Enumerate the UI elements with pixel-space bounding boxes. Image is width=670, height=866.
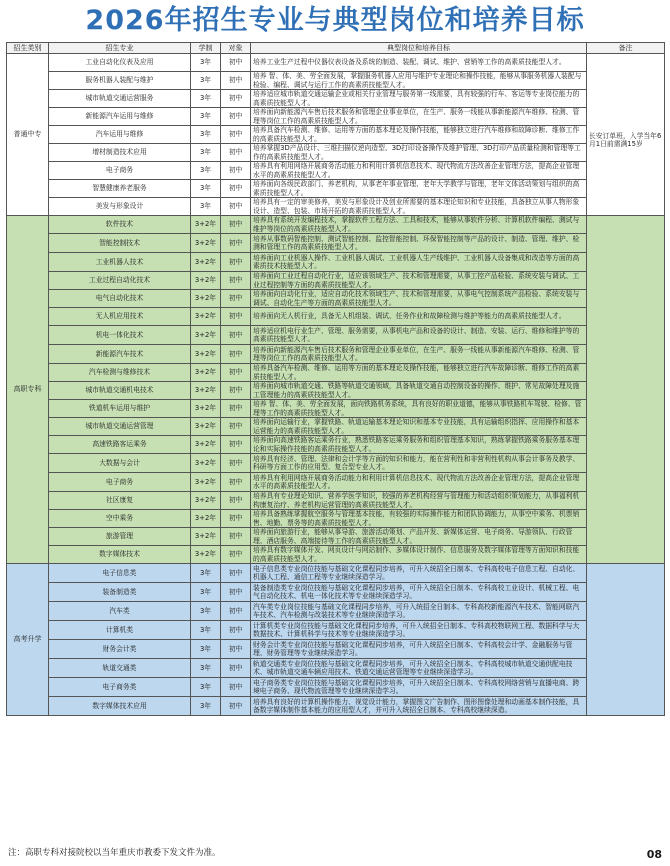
category-cell: 高考升学	[7, 564, 49, 716]
target-cell: 初中	[221, 510, 251, 528]
table-row	[7, 345, 665, 364]
table-row	[7, 564, 665, 583]
major-cell: 工业机器人技术	[49, 253, 191, 272]
major-cell: 汽车检测与维修技术	[49, 364, 191, 382]
table-row	[7, 454, 665, 473]
major-cell: 新能源汽车技术	[49, 345, 191, 364]
header-major: 招生专业	[49, 43, 191, 54]
enrollment-table	[6, 42, 665, 716]
major-cell: 汽车运用与维修	[49, 126, 191, 144]
target-cell: 初中	[221, 602, 251, 621]
description-cell: 培养具有良好的计算机操作能力、视觉设计能力，掌握图文广告制作、图形图像处理和动画基本制作技能，具备数字媒体制作基本能力的应用型人才，并可升入统招全日制本、专科高校继续深造。	[251, 697, 587, 716]
table-row	[7, 678, 665, 697]
major-cell: 大数据与会计	[49, 454, 191, 473]
target-cell: 初中	[221, 640, 251, 659]
description-cell: 电子信息类专业岗位技能与基础文化课程同步培养，可升入统招全日制本、专科高校电子信息工程、自动化、机器人工程、通信工程等专业继续深造学习。	[251, 564, 587, 583]
duration-cell: 3年	[191, 90, 221, 108]
table-row	[7, 54, 665, 72]
description-cell: 培养从事数码智能控制、测试智能控制、监控智能控制、环保智能控制等产品的设计、制造、管理、维护、检测和管理工作的高素质技能型人才。	[251, 234, 587, 253]
duration-cell: 3+2年	[191, 234, 221, 253]
target-cell: 初中	[221, 326, 251, 345]
major-cell: 城市轨道交通运营服务	[49, 90, 191, 108]
table-row	[7, 308, 665, 326]
major-cell: 汽车类	[49, 602, 191, 621]
description-cell: 培养具备熟练掌握航空服务与管理基本技能，有较强的实际操作能力和团队协调能力，从事空中乘务、机票销售、地勤、票务等的高素质技能型人才。	[251, 510, 587, 528]
table-row	[7, 400, 665, 418]
table-row	[7, 492, 665, 510]
major-cell: 电子商务	[49, 162, 191, 180]
target-cell: 初中	[221, 345, 251, 364]
description-cell: 培养具有一定的审美修养，美发与形象设计及创业所需要的基本理论知识和专业技能，具备独立从事人物形象设计、造型、包装、市场开拓的高素质技能型人才。	[251, 198, 587, 216]
duration-cell: 3+2年	[191, 326, 221, 345]
description-cell: 培养面向新能源汽车售后技术服务和管理企业事业单位，在生产、服务一线能从事新能源汽车维修、检测、管理等岗位工作的高素质技能型人才。	[251, 108, 587, 126]
table-row	[7, 528, 665, 546]
duration-cell: 3+2年	[191, 473, 221, 492]
target-cell: 初中	[221, 678, 251, 697]
description-cell: 装备制造类专业岗位技能与基础文化课程同步培养，可升入统招全日制本、专科高校工业设计、机械工程、电气自动化技术、机电一体化技术等专业继续深造学习。	[251, 583, 587, 602]
major-cell: 电气自动化技术	[49, 290, 191, 308]
target-cell: 初中	[221, 253, 251, 272]
major-cell: 城市轨道交通运营管理	[49, 418, 191, 436]
duration-cell: 3年	[191, 583, 221, 602]
target-cell: 初中	[221, 364, 251, 382]
target-cell: 初中	[221, 621, 251, 640]
major-cell: 空中乘务	[49, 510, 191, 528]
table-row	[7, 602, 665, 621]
major-cell: 计算机类	[49, 621, 191, 640]
table-row	[7, 234, 665, 253]
target-cell: 初中	[221, 162, 251, 180]
target-cell: 初中	[221, 659, 251, 678]
target-cell: 初中	[221, 198, 251, 216]
table-row	[7, 473, 665, 492]
description-cell: 计算机类专业岗位技能与基础文化课程同步培养，可升入统招全日制本、专科高校物联网工程、数据科学与大数据技术、计算机科学与技术等专业继续深造学习。	[251, 621, 587, 640]
header-duration: 学制	[191, 43, 221, 54]
duration-cell: 3年	[191, 126, 221, 144]
target-cell: 初中	[221, 400, 251, 418]
table-row	[7, 621, 665, 640]
duration-cell: 3+2年	[191, 492, 221, 510]
table-row	[7, 198, 665, 216]
description-cell: 培养面向各级民政部门、养老机构，从事老年事业管理、老年大学教学与管理，老年文体活动策划与组织的高素质技能型人才。	[251, 180, 587, 198]
table-row	[7, 326, 665, 345]
table-row	[7, 180, 665, 198]
major-cell: 美发与形象设计	[49, 198, 191, 216]
remark-cell	[587, 564, 665, 716]
table-row	[7, 126, 665, 144]
major-cell: 工业过程自动化技术	[49, 272, 191, 290]
description-cell: 培养 智、体、美、劳全面发展，掌握服务机器人应用与维护专业理论和操作技能，能够从事服务机器人装配与检验、编程、调试与运行工作的高素质技能型人才。	[251, 72, 587, 90]
description-cell: 培养面向自动化行业，适应自动化技术领域生产、技术和管理需要，从事电气控制系统产品检验、系统安装与调试、自动化生产等方面的高素质技能型人才。	[251, 290, 587, 308]
table-row	[7, 436, 665, 454]
table-row	[7, 162, 665, 180]
target-cell: 初中	[221, 546, 251, 564]
target-cell: 初中	[221, 126, 251, 144]
table-row	[7, 546, 665, 564]
major-cell: 铁道机车运用与维护	[49, 400, 191, 418]
target-cell: 初中	[221, 272, 251, 290]
description-cell: 培养面向旅游行业，能够从事导游、旅游活动策划、产品开发、新媒体运营、电子商务、导游领队、行政管理、酒店服务、高端接待等工作的高素质技能型人才。	[251, 528, 587, 546]
table-row	[7, 72, 665, 90]
duration-cell: 3年	[191, 678, 221, 697]
description-cell: 培养具有系统开发编程技术，掌握软件工程方法、工具和技术，能够从事软件分析、计算机软件编程、测试与维护等岗位的高素质技能型人才。	[251, 216, 587, 234]
duration-cell: 3+2年	[191, 272, 221, 290]
category-cell: 高职专科	[7, 216, 49, 564]
description-cell: 财务会计类专业岗位技能与基础文化课程同步培养，可升入统招全日制本、专科高校会计学、金融服务与管理、财务管理等专业继续深造学习。	[251, 640, 587, 659]
table-row	[7, 108, 665, 126]
header-description: 典型岗位和培养目标	[251, 43, 587, 54]
description-cell: 培养工业生产过程中仪器仪表设备及系统的制造、装配、调试、维护、营销等工作的高素质技能型人才。	[251, 54, 587, 72]
duration-cell: 3年	[191, 659, 221, 678]
description-cell: 培养具有利用网络开展商务活动能力和利用计算机信息技术、现代物流方法改善企业管理方法，提高企业管理水平的高素质技能型人才。	[251, 162, 587, 180]
description-cell: 培养具有利用网络开展商务活动能力和利用计算机信息技术、现代物流方法改善企业管理方法，提高企业管理水平的高素质技能型人才。	[251, 473, 587, 492]
table-body	[7, 54, 665, 716]
major-cell: 装备制造类	[49, 583, 191, 602]
target-cell: 初中	[221, 108, 251, 126]
target-cell: 初中	[221, 418, 251, 436]
duration-cell: 3+2年	[191, 253, 221, 272]
duration-cell: 3年	[191, 162, 221, 180]
header-remark: 备注	[587, 43, 665, 54]
major-cell: 高速铁路客运乘务	[49, 436, 191, 454]
target-cell: 初中	[221, 90, 251, 108]
target-cell: 初中	[221, 308, 251, 326]
duration-cell: 3年	[191, 72, 221, 90]
header-target: 对象	[221, 43, 251, 54]
table-row	[7, 253, 665, 272]
target-cell: 初中	[221, 528, 251, 546]
duration-cell: 3+2年	[191, 528, 221, 546]
target-cell: 初中	[221, 583, 251, 602]
description-cell: 培养 智、体、美、劳全面发展，面向铁路机务系统，具有良好的职业道德，能够从事铁路机车驾驶、检修、管理等工作的高素质技能型人才。	[251, 400, 587, 418]
table-row	[7, 382, 665, 400]
duration-cell: 3年	[191, 180, 221, 198]
duration-cell: 3+2年	[191, 345, 221, 364]
table-header-row	[7, 43, 665, 54]
category-cell: 普通中专	[7, 54, 49, 216]
table-row	[7, 418, 665, 436]
table-row	[7, 90, 665, 108]
duration-cell: 3年	[191, 198, 221, 216]
description-cell: 电子商务类专业岗位技能与基础文化课程同步培养，可升入统招全日制本、专科高校网络营销与直播电商、跨境电子商务、现代物流管理等专业继续深造学习。	[251, 678, 587, 697]
description-cell: 培养面向无人机行业，具备无人机组装、调试、任务作业和故障检测与维护等能力的高素质技能型人才。	[251, 308, 587, 326]
major-cell: 智能控制技术	[49, 234, 191, 253]
description-cell: 培养适应机电行业生产、管理、服务需要，从事机电产品和设备的设计、制造、安装、运行、维修和维护等的高素质技能型人才。	[251, 326, 587, 345]
major-cell: 数字媒体技术应用	[49, 697, 191, 716]
target-cell: 初中	[221, 72, 251, 90]
duration-cell: 3+2年	[191, 382, 221, 400]
major-cell: 增材制造技术应用	[49, 144, 191, 162]
major-cell: 机电一体化技术	[49, 326, 191, 345]
description-cell: 汽车类专业岗位技能与基础文化课程同步培养，可升入统招全日制本、专科高校新能源汽车技术、智能网联汽车技术、汽车检测与改装技术等专业继续深造学习。	[251, 602, 587, 621]
target-cell: 初中	[221, 564, 251, 583]
description-cell: 培养面向新能源汽车售后技术服务和管理企业事业单位，在生产、服务一线能从事新能源汽车维修、检测、管理等岗位工作的高素质技能型人才。	[251, 345, 587, 364]
duration-cell: 3年	[191, 54, 221, 72]
target-cell: 初中	[221, 382, 251, 400]
major-cell: 新能源汽车运用与维修	[49, 108, 191, 126]
major-cell: 工业自动化仪表及应用	[49, 54, 191, 72]
major-cell: 电子商务类	[49, 678, 191, 697]
table-row	[7, 583, 665, 602]
target-cell: 初中	[221, 492, 251, 510]
major-cell: 服务机器人装配与维护	[49, 72, 191, 90]
table-row	[7, 510, 665, 528]
description-cell: 培养面向城市轨道交通、铁路等轨道交通领域，具备轨道交通自动控制设备的操作、维护、常见故障处理及施工管理能力的高素质技能型人才。	[251, 382, 587, 400]
major-cell: 智慧健康养老服务	[49, 180, 191, 198]
major-cell: 城市轨道交通机电技术	[49, 382, 191, 400]
footnote: 注：高职专科对接院校以当年重庆市教委下发文件为准。	[8, 848, 221, 858]
duration-cell: 3年	[191, 640, 221, 659]
description-cell: 培养面向运输行业，掌握铁路、轨道运输基本理论知识和基本专业技能，具有运输组织指挥、应用操作和基本运营能力的高素质技能型人才。	[251, 418, 587, 436]
table-row	[7, 272, 665, 290]
major-cell: 旅游管理	[49, 528, 191, 546]
target-cell: 初中	[221, 180, 251, 198]
major-cell: 无人机应用技术	[49, 308, 191, 326]
duration-cell: 3年	[191, 697, 221, 716]
description-cell: 培养面向高速铁路客运乘务行业，熟悉铁路客运乘务服务和组织管理基本知识，熟练掌握铁路乘务服务基本理论和实际操作技能的高素质技能型人才。	[251, 436, 587, 454]
description-cell: 培养面向工业过程自动化行业，适应该领域生产、技术和管理需要，从事工控产品检验、系统安装与调试、工业过程控制等方面的高素质技能型人才。	[251, 272, 587, 290]
target-cell: 初中	[221, 290, 251, 308]
target-cell: 初中	[221, 454, 251, 473]
table-row	[7, 640, 665, 659]
major-cell: 电子信息类	[49, 564, 191, 583]
target-cell: 初中	[221, 697, 251, 716]
table-row	[7, 364, 665, 382]
description-cell: 培养面向工业机器人操作、工业机器人调试、工业机器人生产线维护、工业机器人设备集成和改造等方面的高素质技术技能型人才。	[251, 253, 587, 272]
description-cell: 培养具备汽车检测、维修、运用等方面的基本理论及操作技能，能够独立进行汽车维修和故障诊断、维修工作的高素质技能型人才。	[251, 126, 587, 144]
target-cell: 初中	[221, 473, 251, 492]
duration-cell: 3+2年	[191, 546, 221, 564]
major-cell: 电子商务	[49, 473, 191, 492]
duration-cell: 3+2年	[191, 400, 221, 418]
target-cell: 初中	[221, 216, 251, 234]
duration-cell: 3年	[191, 602, 221, 621]
remark-cell	[587, 216, 665, 564]
duration-cell: 3+2年	[191, 418, 221, 436]
target-cell: 初中	[221, 436, 251, 454]
duration-cell: 3年	[191, 621, 221, 640]
page-title: 2026年招生专业与典型岗位和培养目标	[85, 5, 585, 36]
duration-cell: 3年	[191, 108, 221, 126]
table-row	[7, 697, 665, 716]
table-row	[7, 144, 665, 162]
major-cell: 财务会计类	[49, 640, 191, 659]
duration-cell: 3+2年	[191, 364, 221, 382]
duration-cell: 3+2年	[191, 436, 221, 454]
table-row	[7, 290, 665, 308]
description-cell: 培养掌握3D产品设计、三维扫描仪逆向造型、3D打印设备操作及维护管理、3D打印产品质量检测和管理等工作的高素质技能型人才。	[251, 144, 587, 162]
duration-cell: 3+2年	[191, 308, 221, 326]
target-cell: 初中	[221, 54, 251, 72]
description-cell: 培养具有专业理论知识、营养学医学知识，较强的养老机构经营与管理能力和活动组织策划能力，从事福利机构康复治疗、养老机构运营管理的高素质技能型人才。	[251, 492, 587, 510]
target-cell: 初中	[221, 234, 251, 253]
duration-cell: 3年	[191, 144, 221, 162]
duration-cell: 3+2年	[191, 216, 221, 234]
table-row	[7, 659, 665, 678]
page-number: 08	[646, 848, 662, 861]
major-cell: 软件技术	[49, 216, 191, 234]
description-cell: 培养具有数字媒体开发、网页设计与网站制作、多媒体设计制作、信息服务及数字媒体管理等方面知识和技能的高素质技能型人才。	[251, 546, 587, 564]
major-cell: 社区康复	[49, 492, 191, 510]
major-cell: 轨道交通类	[49, 659, 191, 678]
duration-cell: 3年	[191, 564, 221, 583]
header-category: 招生类别	[7, 43, 49, 54]
duration-cell: 3+2年	[191, 454, 221, 473]
description-cell: 轨道交通类专业岗位技能与基础文化课程同步培养，可升入统招全日制本、专科高校城市轨道交通供配电技术、城市轨道交通车辆应用技术、铁道交通运营管理等专业继续深造学习。	[251, 659, 587, 678]
target-cell: 初中	[221, 144, 251, 162]
description-cell: 培养适应城市轨道交通运输企业或相关行业管理与服务第一线需要，具有较强的行车、客运等专业岗位能力的高素质技能型人才。	[251, 90, 587, 108]
description-cell: 培养具有经济、管理、法律和会计学等方面的知识和能力，能在营利性和非营利性机构从事会计事务及教学、科研等方面工作的应用型、复合型专业人才。	[251, 454, 587, 473]
description-cell: 培养具备汽车检测、维修、运用等方面的基本理论及操作技能，能够独立进行汽车故障诊断、维修工作的高素质技能型人才。	[251, 364, 587, 382]
major-cell: 数字媒体技术	[49, 546, 191, 564]
remark-cell: 长安订单班，入学当年6月1日前需满15岁	[587, 54, 665, 216]
duration-cell: 3+2年	[191, 290, 221, 308]
table-row	[7, 216, 665, 234]
duration-cell: 3+2年	[191, 510, 221, 528]
